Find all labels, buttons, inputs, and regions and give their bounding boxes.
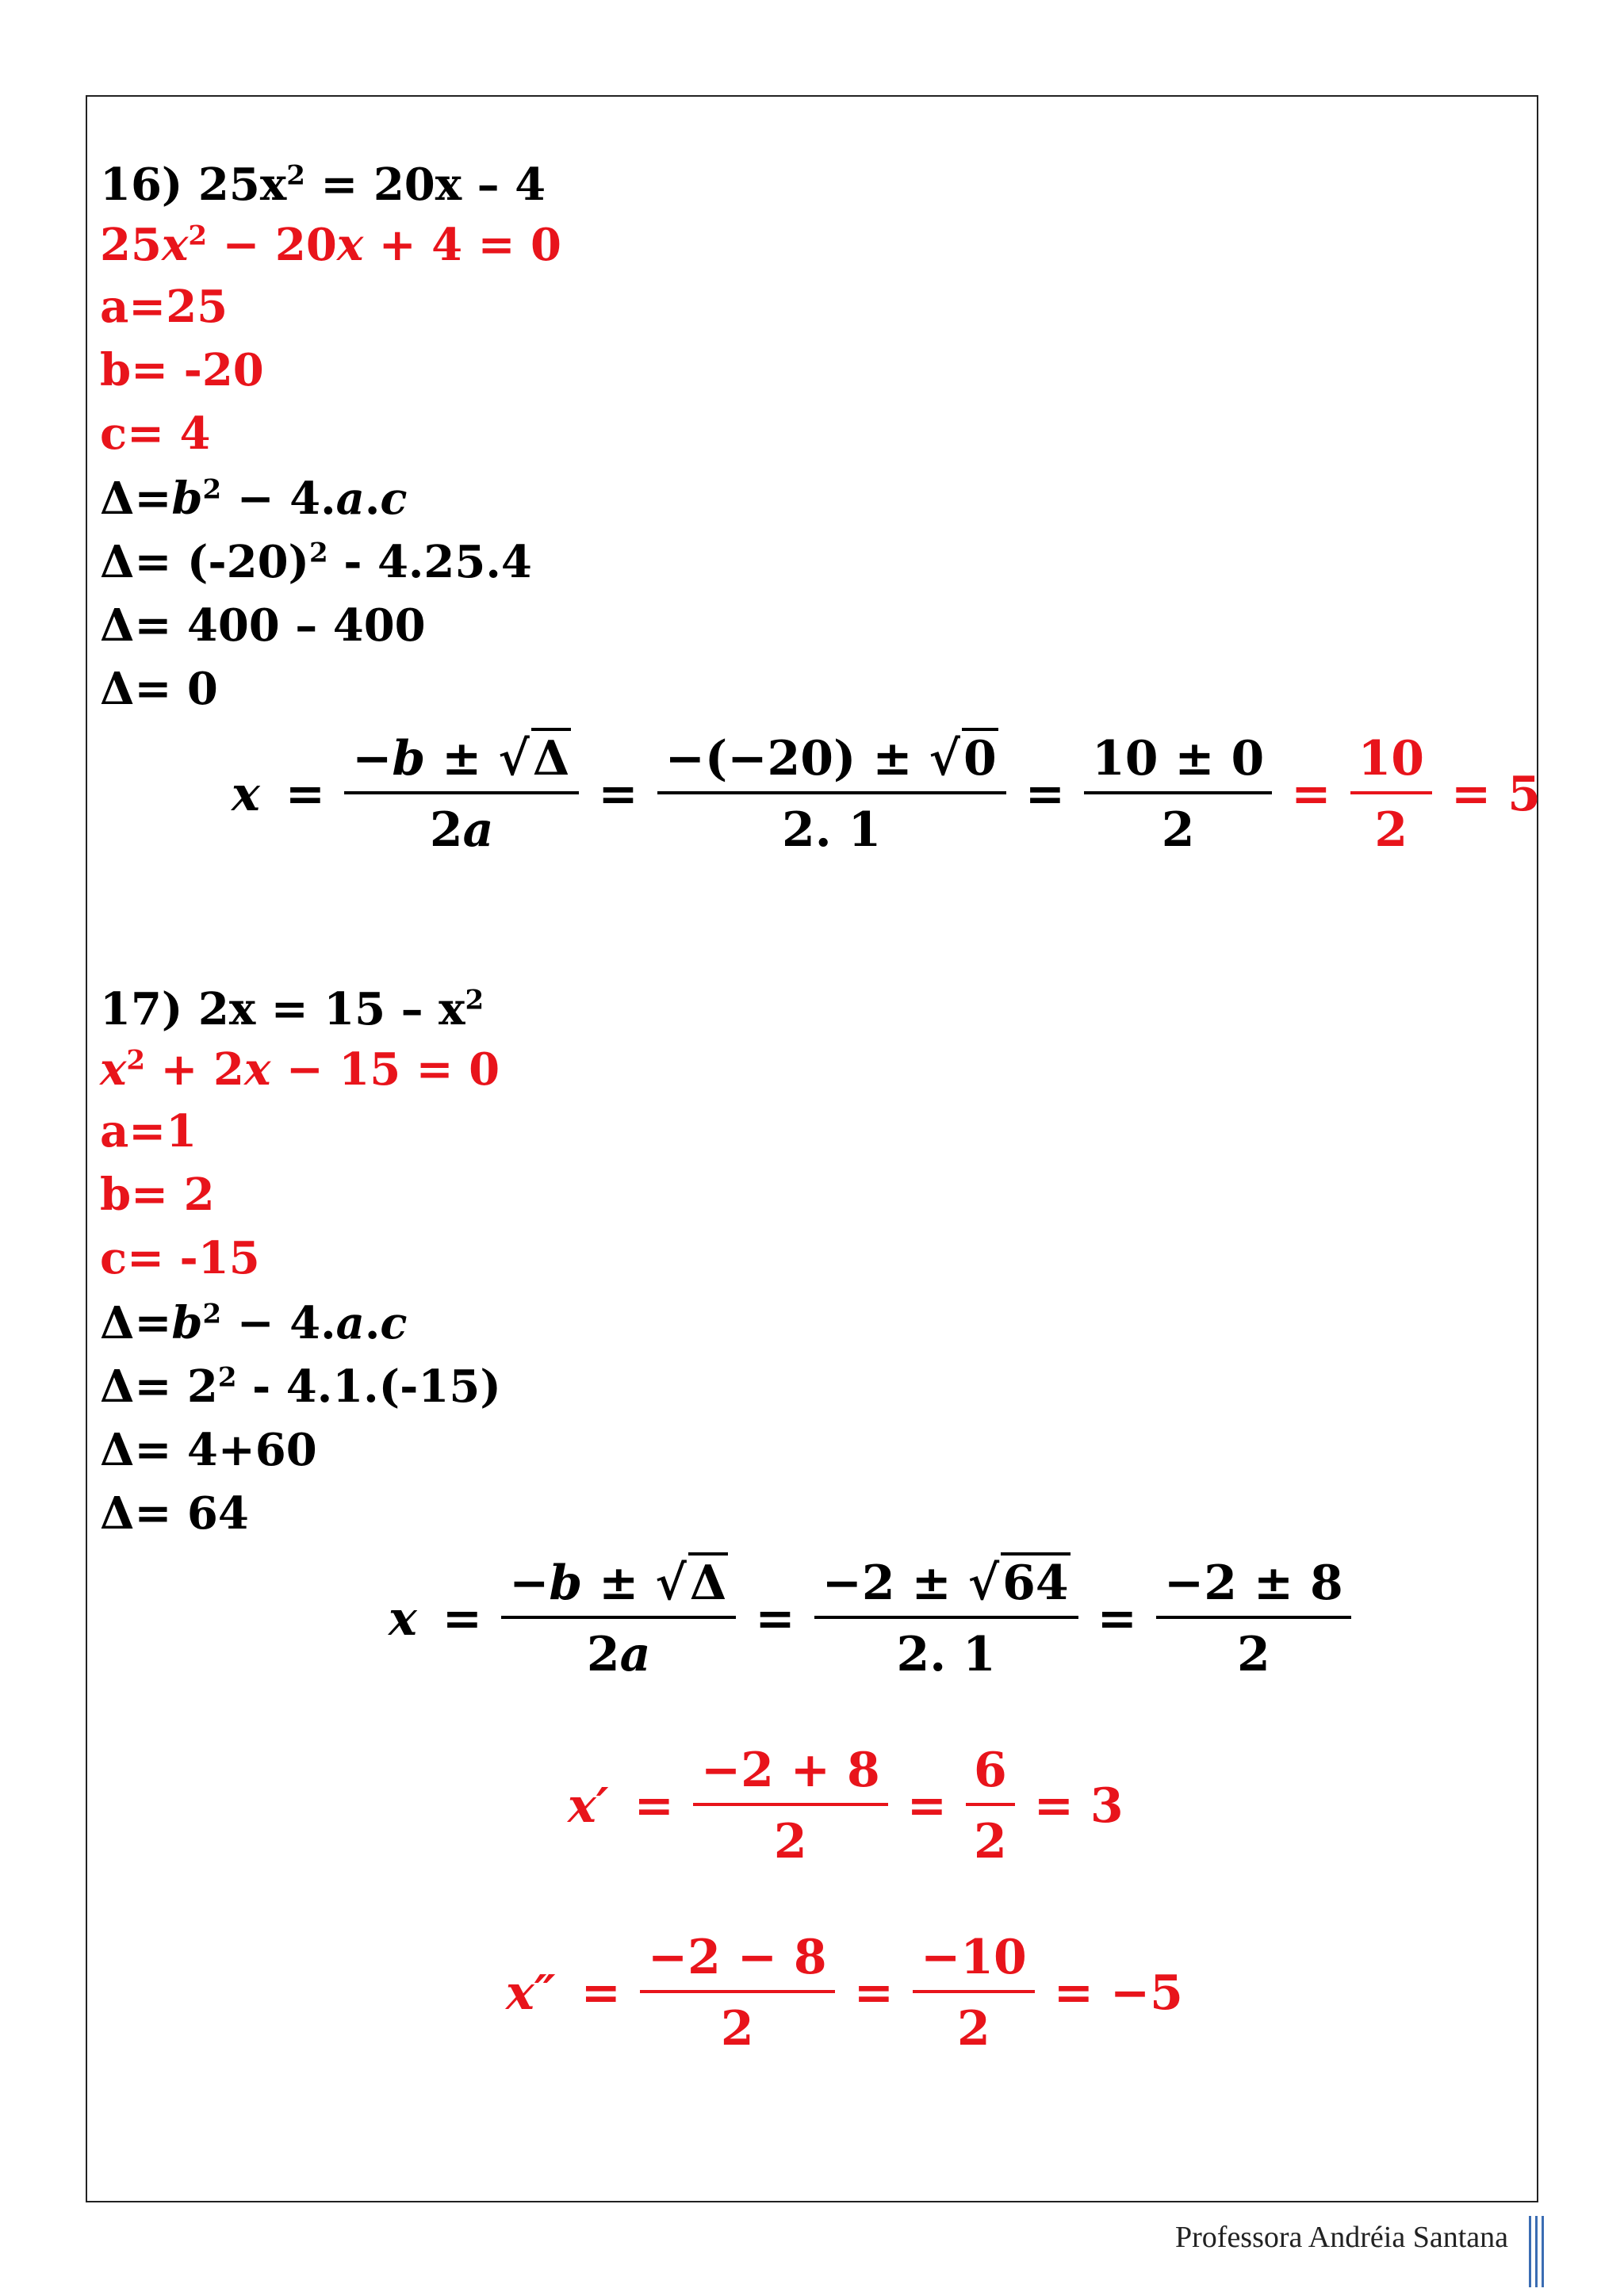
fraction-general: $\frac{-b \pm √\Delta}{2a}$ — [495, 1556, 742, 1682]
problem-16-statement: 16) $25x^2 = 20x - 4$ — [100, 159, 546, 211]
problem-16-standard-form: $25x^2 - 20x + 4 = 0$ — [100, 219, 561, 271]
problem-17-root-1 — [555, 1743, 1136, 1869]
problem-17-delta-calc: Δ= 4+60 — [100, 1424, 317, 1476]
problem-17-statement: 17) $2x = 15 - x^2$ — [100, 983, 485, 1035]
equals-sign: = — [442, 1591, 483, 1647]
fraction-substituted: $\frac{-(-20) \pm √0}{2. 1}$ — [651, 731, 1013, 858]
fraction-simplified: $\frac{-2 \pm 8}{2}$ — [1150, 1556, 1358, 1682]
problem-17-delta-formula: $\Delta=b^2 - 4.a.c$ — [100, 1297, 408, 1349]
fraction-simplified: $\frac{10 \pm 0}{2}$ — [1078, 731, 1278, 858]
problem-17-coef-c: c= -15 — [100, 1232, 260, 1284]
problem-16-delta-substitution: $\Delta= (-20)^2 - 4.25.4$ — [100, 536, 532, 588]
page-border — [86, 95, 1538, 2202]
fraction-general: $\frac{-b \pm √\Delta}{2a}$ — [338, 731, 585, 858]
fraction-final: $\frac{10}{2}$ — [1344, 731, 1439, 858]
root-label: x″ — [506, 1965, 556, 2021]
fraction-root-1-value: $\frac{6}{2}$ — [959, 1743, 1021, 1869]
equals-sign: = — [755, 1591, 795, 1647]
fraction-root-2-value: $\frac{-10}{2}$ — [906, 1930, 1041, 2057]
problem-16-coef-a: a=25 — [100, 281, 228, 333]
equals-sign: = — [285, 767, 326, 822]
problem-16-coef-c: c= 4 — [100, 408, 211, 460]
fraction-root-2-diff: $\frac{-2 - 8}{2}$ — [634, 1930, 841, 2057]
equals-sign: = — [580, 1965, 621, 2021]
problem-16-delta-formula: $\Delta=b^2 - 4.a.c$ — [100, 473, 408, 525]
problem-16-bhaskara — [219, 731, 1553, 858]
fraction-substituted: $\frac{-2 \pm √64}{2. 1}$ — [808, 1556, 1085, 1682]
problem-17-delta-result: Δ= 64 — [100, 1487, 249, 1540]
problem-16-delta-result: Δ= 0 — [100, 663, 218, 715]
problem-17-coef-a: a=1 — [100, 1105, 197, 1158]
equals-sign: = — [906, 1778, 947, 1834]
equals-sign: = — [1025, 767, 1065, 822]
equals-sign: = — [1291, 767, 1331, 822]
problem-17-bhaskara — [376, 1556, 1358, 1682]
footer-author: Professora Andréia Santana — [1175, 2221, 1508, 2254]
fraction-root-1-sum: $\frac{-2 + 8}{2}$ — [687, 1743, 894, 1869]
root-1-answer: = 3 — [1033, 1778, 1124, 1834]
equals-sign: = — [598, 767, 638, 822]
problem-17-coef-b: b= 2 — [100, 1169, 215, 1221]
equals-sign: = — [634, 1778, 674, 1834]
problem-16-answer: = 5 — [1451, 767, 1541, 822]
equals-sign: = — [853, 1965, 894, 2021]
root-2-answer: = −5 — [1053, 1965, 1183, 2021]
problem-17-root-2 — [493, 1930, 1196, 2057]
problem-16-delta-calc: Δ= 400 – 400 — [100, 599, 426, 652]
x-label: x — [389, 1591, 417, 1647]
problem-16-coef-b: b= -20 — [100, 344, 264, 396]
root-label: x′ — [568, 1778, 609, 1834]
problem-17-standard-form: $x^2 + 2x - 15 = 0$ — [100, 1043, 500, 1096]
problem-17-delta-substitution: $\Delta= 2^2 - 4.1.(-15)$ — [100, 1360, 501, 1413]
equals-sign: = — [1097, 1591, 1137, 1647]
footer-decorative-lines — [1529, 2216, 1546, 2287]
x-label: x — [232, 767, 260, 822]
